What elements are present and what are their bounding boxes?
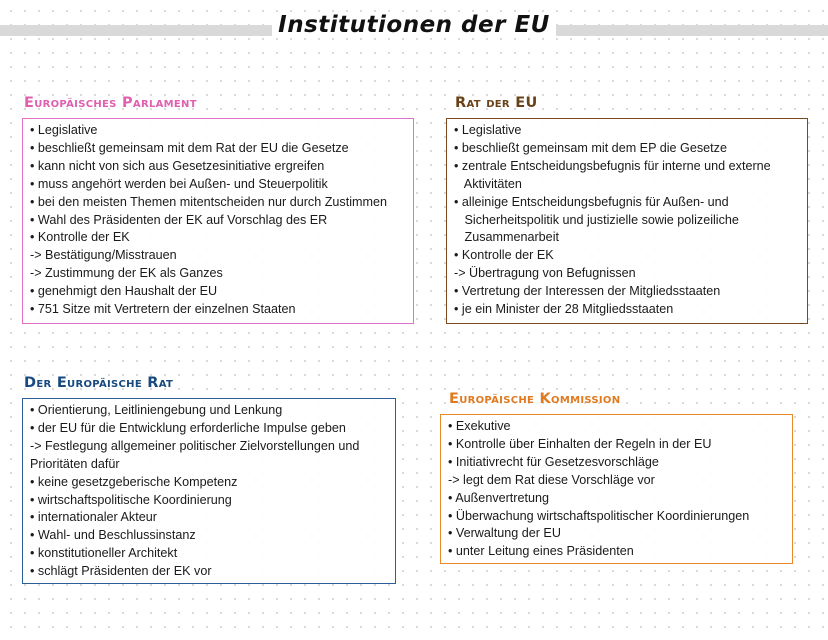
list-item: -> Bestätigung/Misstrauen (30, 248, 177, 263)
list-item: -> legt dem Rat diese Vorschläge vor (448, 472, 655, 487)
list-item: • internationaler Akteur (30, 510, 157, 525)
list-item: Sicherheitspolitik und justizielle sowie polizeiliche (454, 212, 739, 227)
list-item: • Kontrolle der EK (30, 230, 130, 245)
list-item: • Verwaltung der EU (448, 526, 561, 541)
list-item: • wirtschaftspolitische Koordinierung (30, 492, 232, 507)
european-council-box (22, 398, 396, 584)
list-item: • beschließt gemeinsam mit dem Rat der EU die Gesetze (30, 140, 349, 155)
european-council-heading: Der Europäische Rat (24, 375, 174, 391)
council-eu-heading: Rat der EU (455, 95, 538, 111)
list-item: • Kontrolle der EK (454, 248, 554, 263)
list-item: • Vertretung der Interessen der Mitgliedsstaaten (454, 284, 721, 299)
page-title (0, 12, 828, 38)
list-item: • konstitutioneller Architekt (30, 546, 178, 561)
list-item: Zusammenarbeit (454, 230, 559, 245)
list-item: • bei den meisten Themen mitentscheiden nur durch Zustimmen (30, 194, 387, 209)
list-item: • Legislative (30, 123, 98, 137)
list-item: • Exekutive (448, 419, 511, 433)
list-item: • 751 Sitze mit Vertretern der einzelnen Staaten (30, 302, 296, 317)
list-item: • Kontrolle über Einhalten der Regeln in der EU (448, 436, 712, 451)
council-eu-box (446, 118, 808, 324)
list-item: • Wahl des Präsidenten der EK auf Vorschlag des ER (30, 212, 328, 227)
parliament-heading: Europäisches Parlament (24, 95, 197, 111)
list-item: • Legislative (454, 123, 522, 137)
list-item: • keine gesetzgeberische Kompetenz (30, 474, 238, 489)
parliament-box (22, 118, 414, 324)
list-item: • muss angehört werden bei Außen- und Steuerpolitik (30, 176, 328, 191)
list-item: • schlägt Präsidenten der EK vor (30, 564, 212, 579)
list-item: Aktivitäten (454, 176, 522, 191)
list-item: Prioritäten dafür (30, 456, 120, 471)
list-item: • genehmigt den Haushalt der EU (30, 284, 218, 299)
list-item: • Wahl- und Beschlussinstanz (30, 528, 196, 543)
list-item: • kann nicht von sich aus Gesetzesinitiative ergreifen (30, 158, 325, 173)
list-item: • Orientierung, Leitliniengebung und Lenkung (30, 403, 283, 417)
list-item: • Außenvertretung (448, 490, 550, 505)
list-item: • alleinige Entscheidungsbefugnis für Außen- und (454, 194, 729, 209)
list-item: • Überwachung wirtschaftspolitischer Koordinierungen (448, 508, 750, 523)
list-item: -> Übertragung von Befugnissen (454, 266, 636, 281)
commission-heading: Europäische Kommission (449, 391, 621, 407)
list-item: • der EU für die Entwicklung erforderliche Impulse geben (30, 420, 346, 435)
list-item: -> Festlegung allgemeiner politischer Zielvorstellungen und (30, 438, 360, 453)
page-title-text: Institutionen der EU (272, 12, 556, 38)
commission-box (440, 414, 793, 564)
list-item: • zentrale Entscheidungsbefugnis für interne und externe (454, 158, 771, 173)
list-item: -> Zustimmung der EK als Ganzes (30, 266, 223, 281)
list-item: • Initiativrecht für Gesetzesvorschläge (448, 454, 659, 469)
list-item: • je ein Minister der 28 Mitgliedsstaaten (454, 302, 674, 317)
list-item: • beschließt gemeinsam mit dem EP die Gesetze (454, 140, 727, 155)
list-item: • unter Leitung eines Präsidenten (448, 544, 634, 559)
